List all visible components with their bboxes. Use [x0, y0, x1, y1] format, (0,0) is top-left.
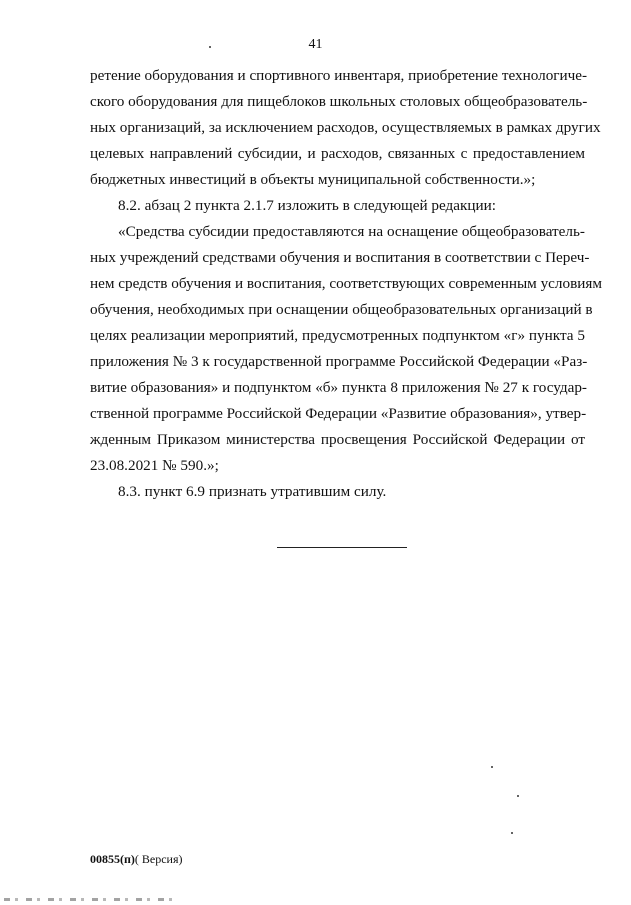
- text-line: целевых направлений субсидии, и расходов, связанных с предоставлением: [90, 145, 585, 162]
- scan-edge-artifact: [4, 898, 174, 901]
- text-line: нем средств обучения и воспитания, соответствующих современным условиям: [90, 275, 602, 292]
- text-line: 8.2. абзац 2 пункта 2.1.7 изложить в следующей редакции:: [118, 197, 497, 214]
- page-number: 41: [308, 37, 323, 52]
- document-version: ( Версия): [134, 852, 183, 866]
- text-line: 23.08.2021 № 590.»;: [90, 457, 219, 474]
- text-line: жденным Приказом министерства просвещения Российской Федерации от: [90, 431, 585, 448]
- text-line: ского оборудования для пищеблоков школьных столовых общеобразователь-: [90, 93, 588, 110]
- text-line: ственной программе Российской Федерации «Развитие образования», утвер-: [90, 405, 587, 422]
- text-line: ретение оборудования и спортивного инвентаря, приобретение технологиче-: [90, 67, 588, 84]
- scan-speck: [491, 766, 493, 768]
- scan-speck: [511, 832, 513, 834]
- scan-speck: [517, 795, 519, 797]
- text-line: ных учреждений средствами обучения и воспитания в соответствии с Переч-: [90, 249, 590, 266]
- end-rule-divider: [277, 547, 407, 548]
- scan-speck: [209, 46, 211, 48]
- document-code: 00855(п): [90, 852, 135, 866]
- document-footer-code: [90, 852, 183, 867]
- text-line: «Средства субсидии предоставляются на оснащение общеобразователь-: [118, 223, 585, 240]
- text-line: целях реализации мероприятий, предусмотренных подпунктом «г» пункта 5: [90, 327, 585, 344]
- text-line: обучения, необходимых при оснащении общеобразовательных организаций в: [90, 301, 593, 318]
- text-line: бюджетных инвестиций в объекты муниципальной собственности.»;: [90, 171, 536, 188]
- text-line: ных организаций, за исключением расходов, осуществляемых в рамках других: [90, 119, 601, 136]
- text-line: витие образования» и подпунктом «б» пункта 8 приложения № 27 к государ-: [90, 379, 587, 396]
- text-line: 8.3. пункт 6.9 признать утратившим силу.: [118, 483, 387, 500]
- text-line: приложения № 3 к государственной программе Российской Федерации «Раз-: [90, 353, 588, 370]
